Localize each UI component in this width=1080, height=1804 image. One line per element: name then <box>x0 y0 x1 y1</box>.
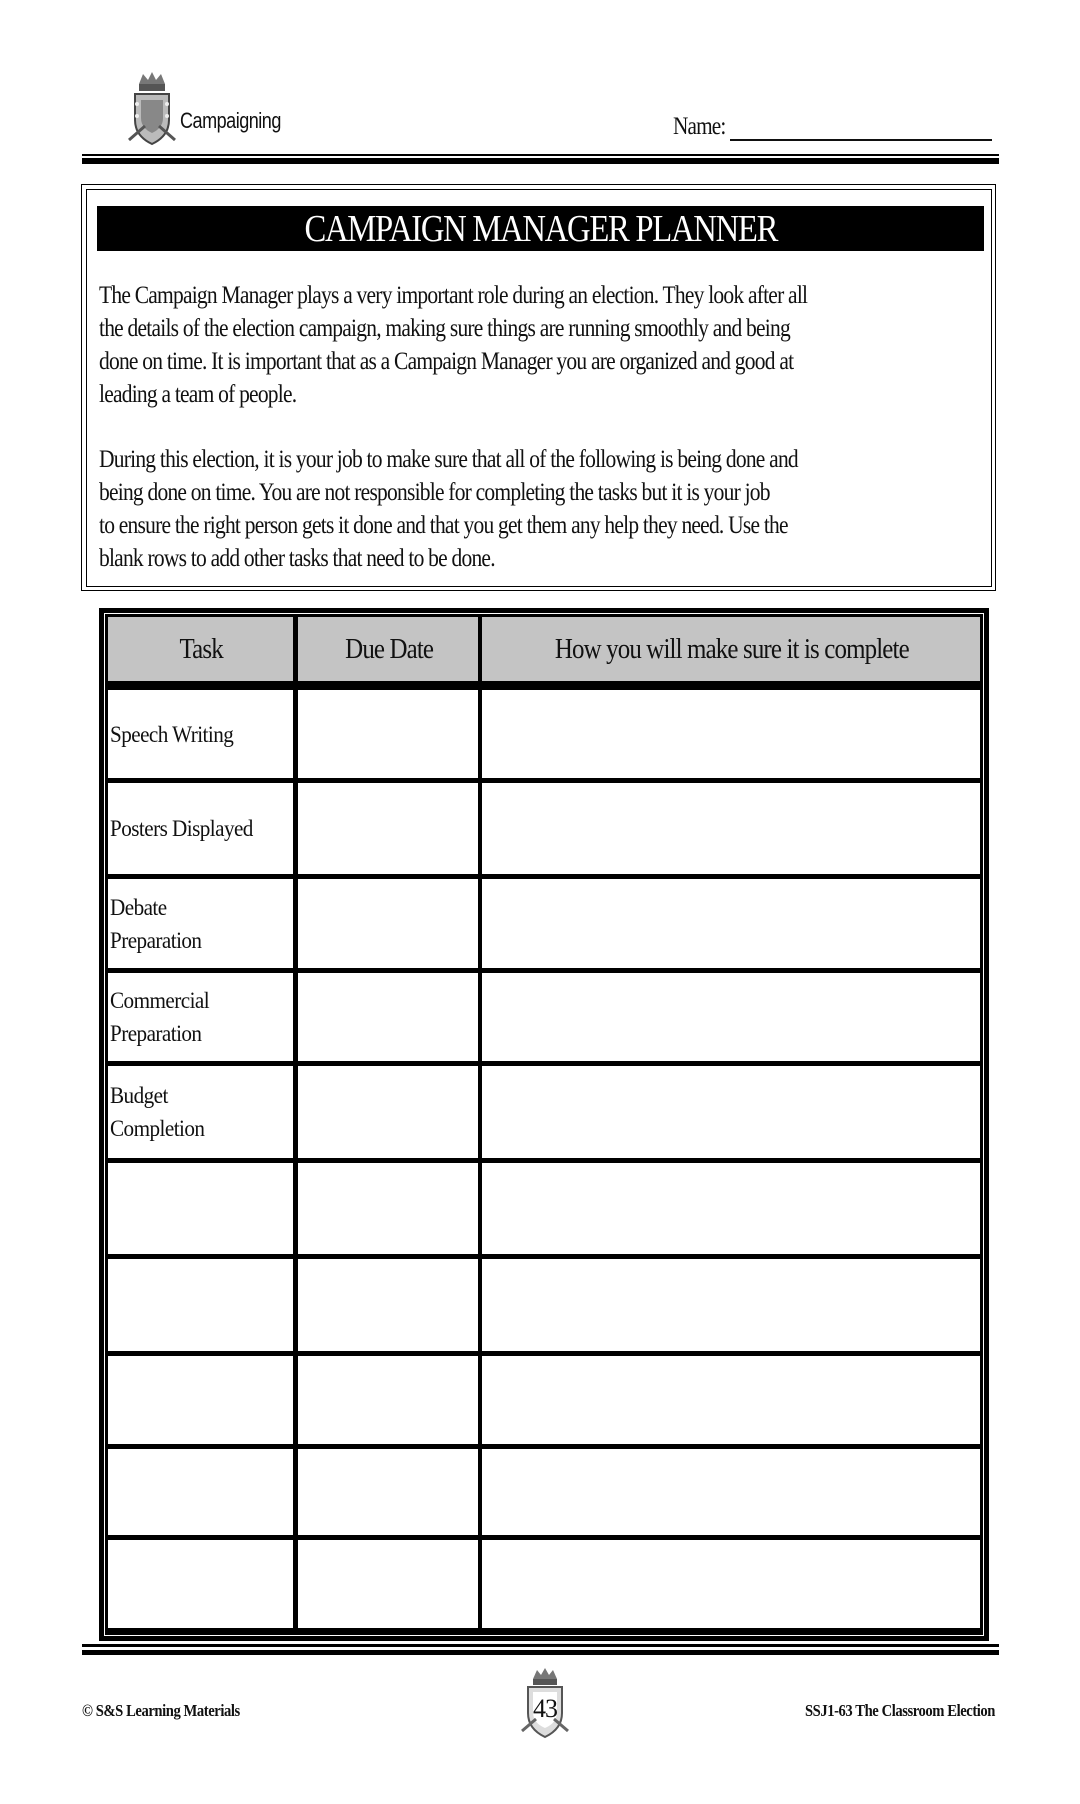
due-date-cell[interactable] <box>298 879 478 968</box>
table-row-task: Budget Completion <box>110 1083 205 1141</box>
header-rule-thick <box>82 158 999 164</box>
name-field[interactable] <box>730 139 992 141</box>
copyright-text: © S&S Learning Materials <box>82 1701 240 1720</box>
text-line: leading a team of people. <box>99 381 297 408</box>
text-line: blank rows to add other tasks that need to be done. <box>99 545 495 572</box>
text-line: to ensure the right person gets it done and that you get them any help they need. Use the <box>99 512 788 539</box>
how-cell[interactable] <box>482 973 980 1061</box>
column-header-task: Task <box>179 632 223 665</box>
series-title-text: SSJ1-63 The Classroom Election <box>804 1701 995 1720</box>
row-divider <box>108 1628 980 1632</box>
table-row-task: Commercial Preparation <box>110 988 210 1046</box>
how-cell[interactable] <box>482 690 980 778</box>
page-title: CAMPAIGN MANAGER PLANNER <box>304 207 777 250</box>
page-title-bar <box>97 206 984 251</box>
text-line: being done on time. You are not responsible for completing the tasks but it is your job <box>99 479 770 506</box>
due-date-cell[interactable] <box>298 1066 478 1158</box>
intro-paragraph-2 <box>99 443 873 575</box>
intro-paragraph-1 <box>99 279 873 411</box>
text-line: The Campaign Manager plays a very important role during an election. They look after all <box>99 282 808 309</box>
blank-task-cell[interactable] <box>108 1449 293 1535</box>
footer-rule-thin <box>82 1644 999 1647</box>
header-rule-thin <box>82 154 999 156</box>
section-label: Campaigning <box>180 108 281 133</box>
table-row-task: Posters Displayed <box>110 816 253 841</box>
page-number: 43 <box>533 1694 557 1723</box>
due-date-cell[interactable] <box>298 783 478 874</box>
blank-task-cell[interactable] <box>108 1356 293 1444</box>
due-date-cell[interactable] <box>298 973 478 1061</box>
table-row-task: Debate Preparation <box>110 894 202 953</box>
name-label: Name: <box>673 113 726 140</box>
blank-task-cell[interactable] <box>108 1163 293 1254</box>
how-cell[interactable] <box>482 1066 980 1158</box>
footer-rule-thick <box>82 1650 999 1655</box>
how-cell[interactable] <box>482 879 980 968</box>
table-row-task: Speech Writing <box>110 721 234 747</box>
text-line: the details of the election campaign, making sure things are running smoothly and being <box>99 315 790 342</box>
blank-task-cell[interactable] <box>108 1540 293 1628</box>
blank-task-cell[interactable] <box>108 1259 293 1351</box>
column-header-how: How you will make sure it is complete <box>555 632 909 665</box>
header-separator <box>108 681 980 690</box>
column-header-due-date: Due Date <box>345 632 433 665</box>
royal-crest-icon <box>125 70 179 150</box>
how-cell[interactable] <box>482 783 980 874</box>
table-header <box>108 617 980 681</box>
text-line: During this election, it is your job to make sure that all of the following is being done and <box>99 446 798 473</box>
text-line: done on time. It is important that as a Campaign Manager you are organized and good at <box>99 348 794 375</box>
due-date-cell[interactable] <box>298 690 478 778</box>
